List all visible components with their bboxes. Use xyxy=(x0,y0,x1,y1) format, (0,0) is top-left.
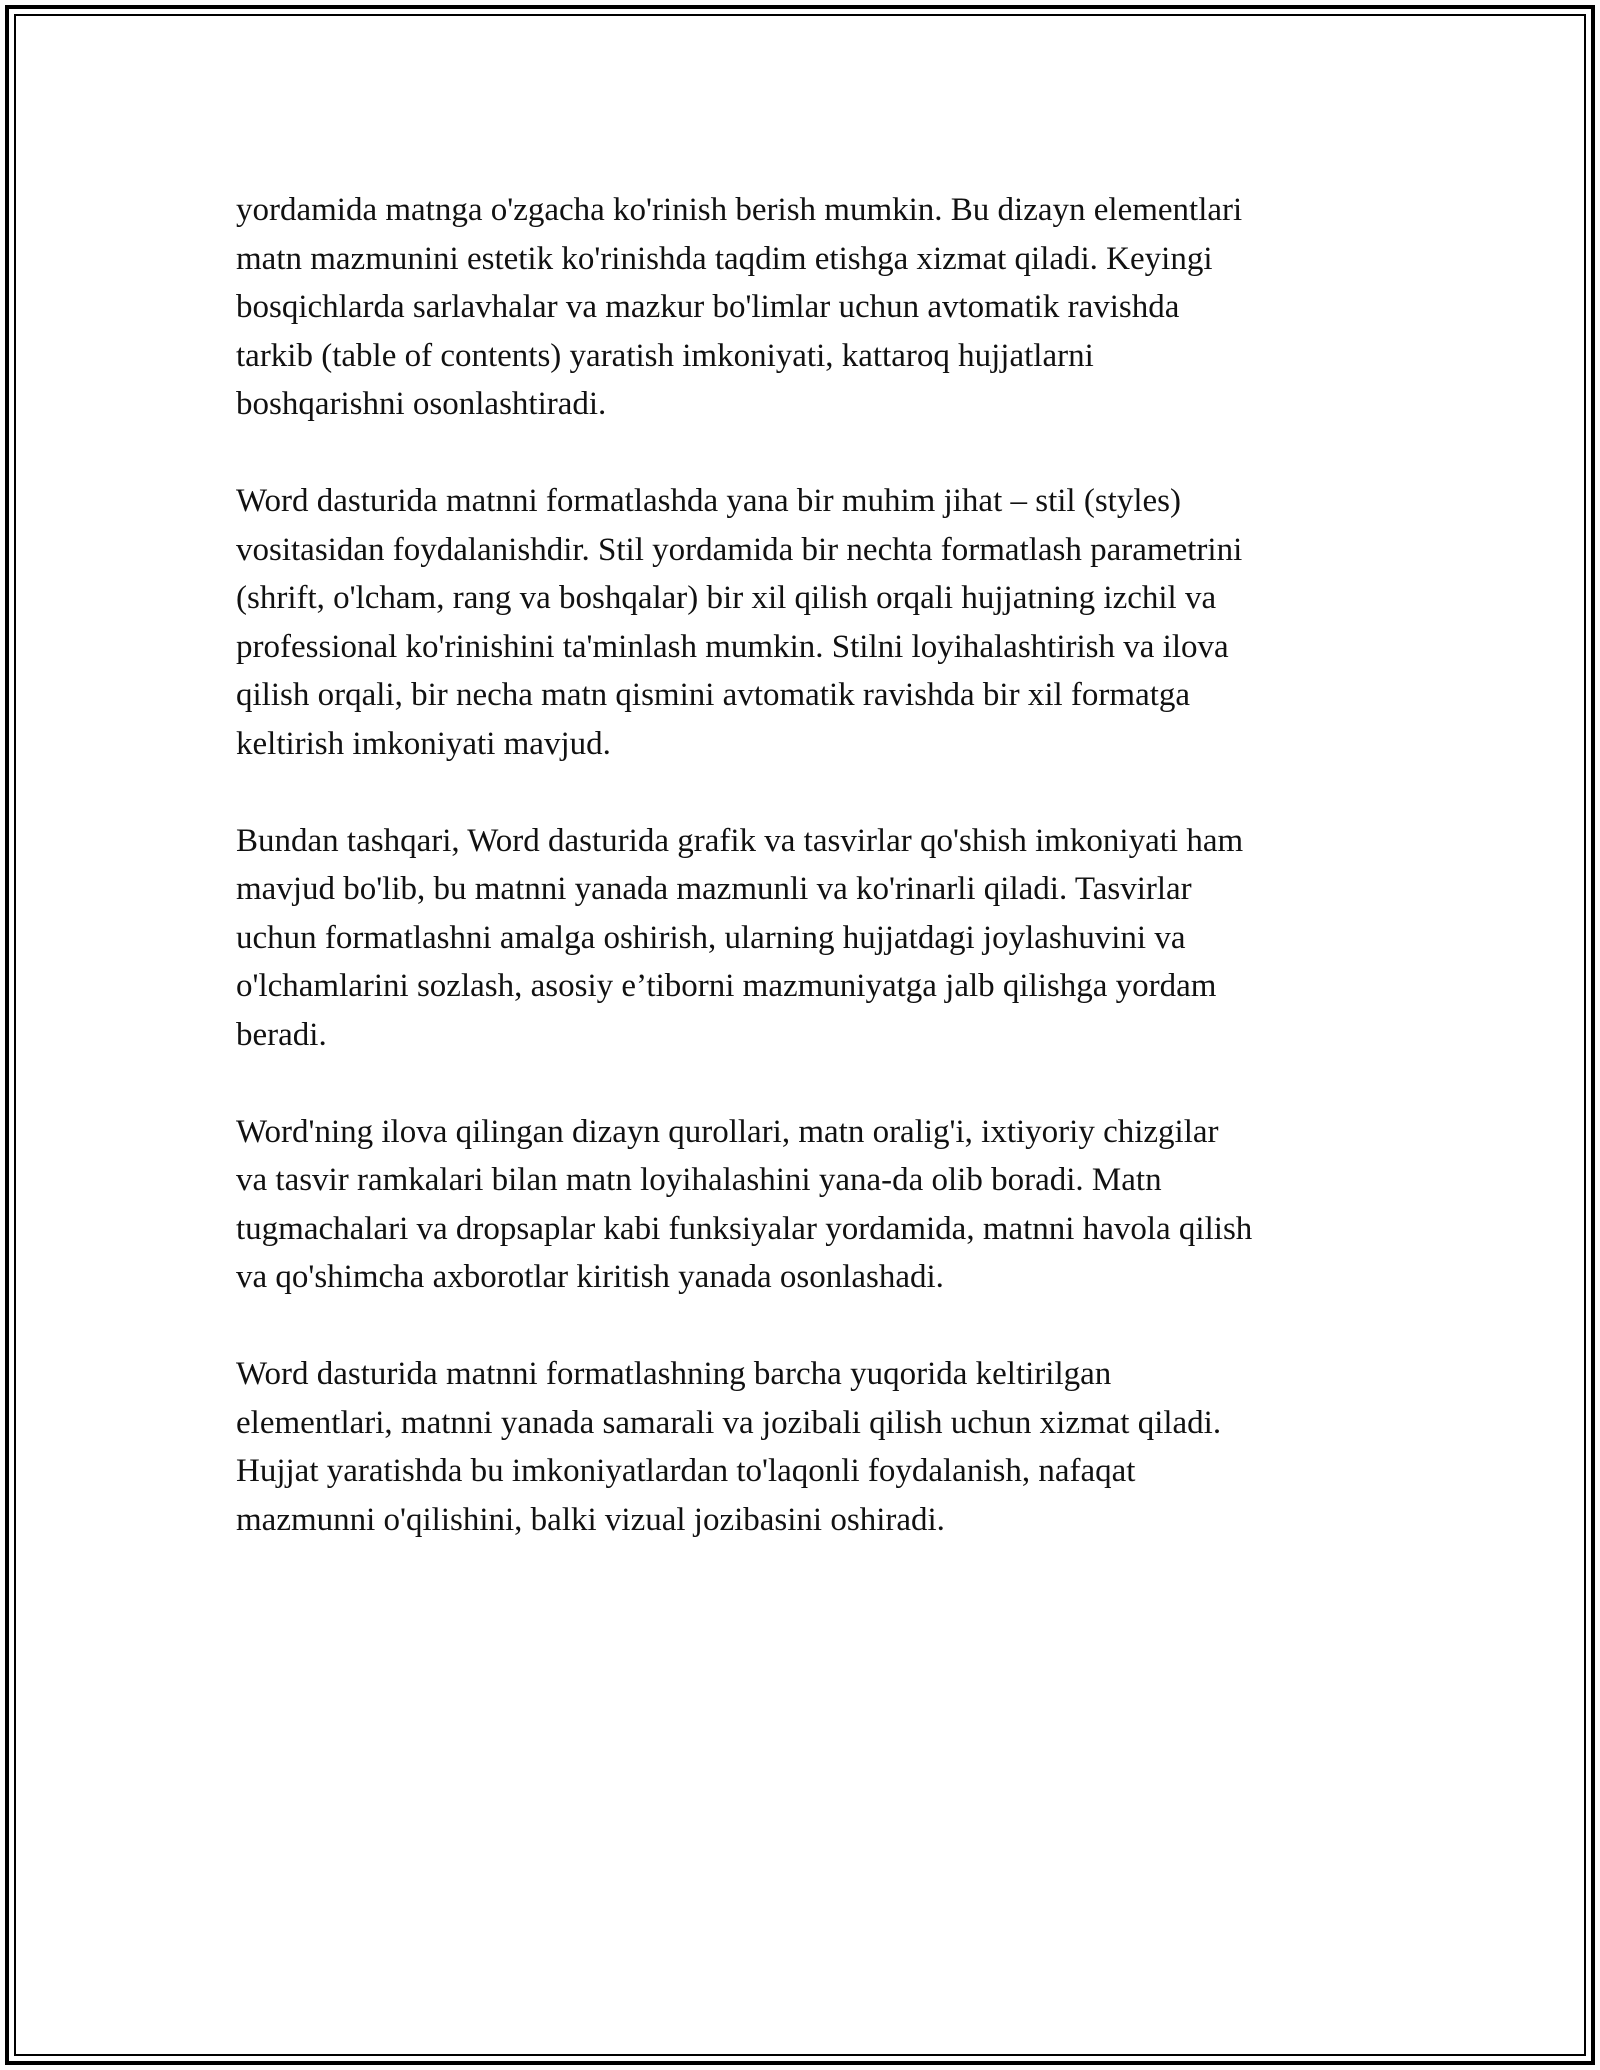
paragraph-5 xyxy=(236,1350,1376,1544)
paragraph-line: qilish orqali, bir necha matn qismini avtomatik ravishda bir xil formatga xyxy=(236,677,1191,713)
paragraph-line: professional ko'rinishini ta'minlash mumkin. Stilni loyihalashtirish va ilova xyxy=(236,628,1229,665)
paragraph-line: tugmachalari va dropsaplar kabi funksiyalar yordamida, matnni havola qilish xyxy=(236,1210,1253,1247)
paragraph-line: keltirish imkoniyati mavjud. xyxy=(236,725,611,762)
paragraph-line: bosqichlarda sarlavhalar va mazkur bo'limlar uchun avtomatik ravishda xyxy=(236,289,1180,325)
document-body xyxy=(236,186,1376,1593)
paragraph-line: tarkib (table of contents) yaratish imkoniyati, kattaroq hujjatlarni xyxy=(236,337,1094,374)
paragraph-3 xyxy=(236,817,1376,1060)
paragraph-line: uchun formatlashni amalga oshirish, ularning hujjatdagi joylashuvini va xyxy=(236,919,1186,956)
paragraph-line: boshqarishni osonlashtiradi. xyxy=(236,386,607,422)
paragraph-line: beradi. xyxy=(236,1016,327,1053)
paragraph-line: yordamida matnga o'zgacha ko'rinish berish mumkin. Bu dizayn elementlari xyxy=(236,192,1243,228)
paragraph-line: va tasvir ramkalari bilan matn loyihalashini yana-da olib boradi. Matn xyxy=(236,1162,1162,1198)
paragraph-1 xyxy=(236,186,1376,429)
paragraph-line: vositasidan foydalanishdir. Stil yordamida bir nechta formatlash parametrini xyxy=(236,531,1243,568)
paragraph-line: mavjud bo'lib, bu matnni yanada mazmunli va ko'rinarli qiladi. Tasvirlar xyxy=(236,871,1192,907)
paragraph-line: (shrift, o'lcham, rang va boshqalar) bir xil qilish orqali hujjatning izchil va xyxy=(236,580,1217,616)
paragraph-line: o'lchamlarini sozlash, asosiy e’tiborni mazmuniyatga jalb qilishga yordam xyxy=(236,968,1217,1004)
paragraph-line: mazmunni o'qilishini, balki vizual jozibasini oshiradi. xyxy=(236,1501,945,1538)
paragraph-line: va qo'shimcha axborotlar kiritish yanada osonlashadi. xyxy=(236,1259,944,1295)
paragraph-4 xyxy=(236,1108,1376,1302)
paragraph-2 xyxy=(236,477,1376,768)
paragraph-line: Word dasturida matnni formatlashda yana bir muhim jihat – stil (styles) xyxy=(236,483,1181,519)
paragraph-line: Hujjat yaratishda bu imkoniyatlardan to'laqonli foydalanish, nafaqat xyxy=(236,1453,1136,1489)
paragraph-line: elementlari, matnni yanada samarali va jozibali qilish uchun xizmat qiladi. xyxy=(236,1404,1222,1441)
paragraph-line: Word dasturida matnni formatlashning barcha yuqorida keltirilgan xyxy=(236,1356,1112,1392)
paragraph-line: matn mazmunini estetik ko'rinishda taqdim etishga xizmat qiladi. Keyingi xyxy=(236,240,1213,277)
paragraph-line: Word'ning ilova qilingan dizayn qurollari, matn oralig'i, ixtiyoriy chizgilar xyxy=(236,1113,1219,1150)
paragraph-line: Bundan tashqari, Word dasturida grafik va tasvirlar qo'shish imkoniyati ham xyxy=(236,822,1244,859)
